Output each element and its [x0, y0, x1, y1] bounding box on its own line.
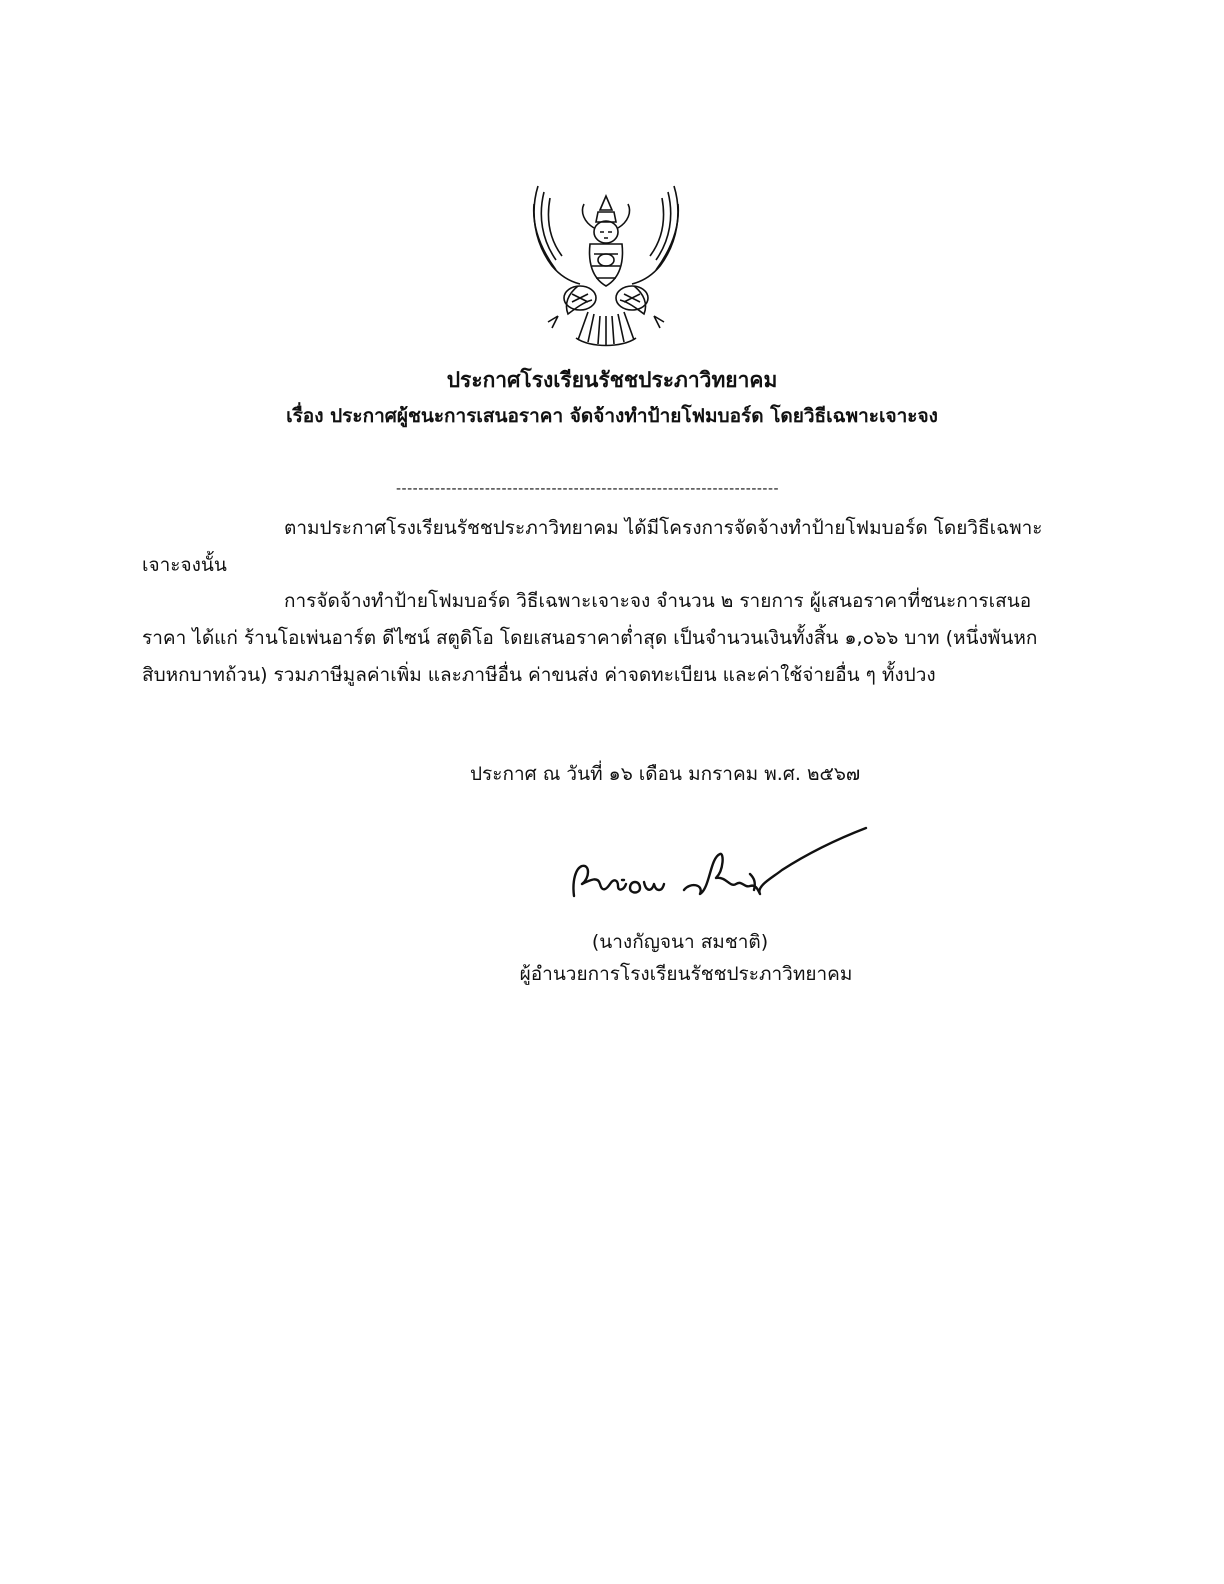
divider-line: --------------------------------------------------------------------- — [396, 481, 780, 497]
handwritten-signature — [560, 818, 890, 918]
announcement-title: ประกาศโรงเรียนรัชชประภาวิทยาคม — [446, 368, 778, 392]
signer-position: ผู้อำนวยการโรงเรียนรัชชประภาวิทยาคม — [519, 963, 853, 985]
body-paragraph-2: การจัดจ้างทำป้ายโฟมบอร์ด วิธีเฉพาะเจาะจง จำนวน ๒ รายการ ผู้เสนอราคาที่ชนะการเสนอราคา ได้แก่ ร้านโอเพ่นอาร์ต ดีไซน์ สตูดิโอ โดยเสนอราคาต่ำสุด เป็นจำนวนเงินทั้งสิ้น ๑,๐๖๖ บาท (หนึ่งพันหกสิบหกบาทถ้วน) รวมภาษีมูลค่าเพิ่ม และภาษีอื่น ค่าขนส่ง ค่าจดทะเบียน และค่าใช้จ่ายอื่น ๆ ทั้งปวง — [142, 590, 1038, 686]
announcement-subject: เรื่อง ประกาศผู้ชนะการเสนอราคา จัดจ้างทำป้ายโฟมบอร์ด โดยวิธีเฉพาะเจาะจง — [286, 405, 938, 427]
announcement-date: ประกาศ ณ วันที่ ๑๖ เดือน มกราคม พ.ศ. ๒๕๖๗ — [470, 763, 861, 785]
garuda-emblem-icon — [528, 182, 684, 348]
signer-name: (นางกัญจนา สมชาติ) — [591, 931, 769, 953]
body-paragraph-1: ตามประกาศโรงเรียนรัชชประภาวิทยาคม ได้มีโครงการจัดจ้างทำป้ายโฟมบอร์ด โดยวิธีเฉพาะเจาะจงนั้น — [142, 517, 1043, 576]
